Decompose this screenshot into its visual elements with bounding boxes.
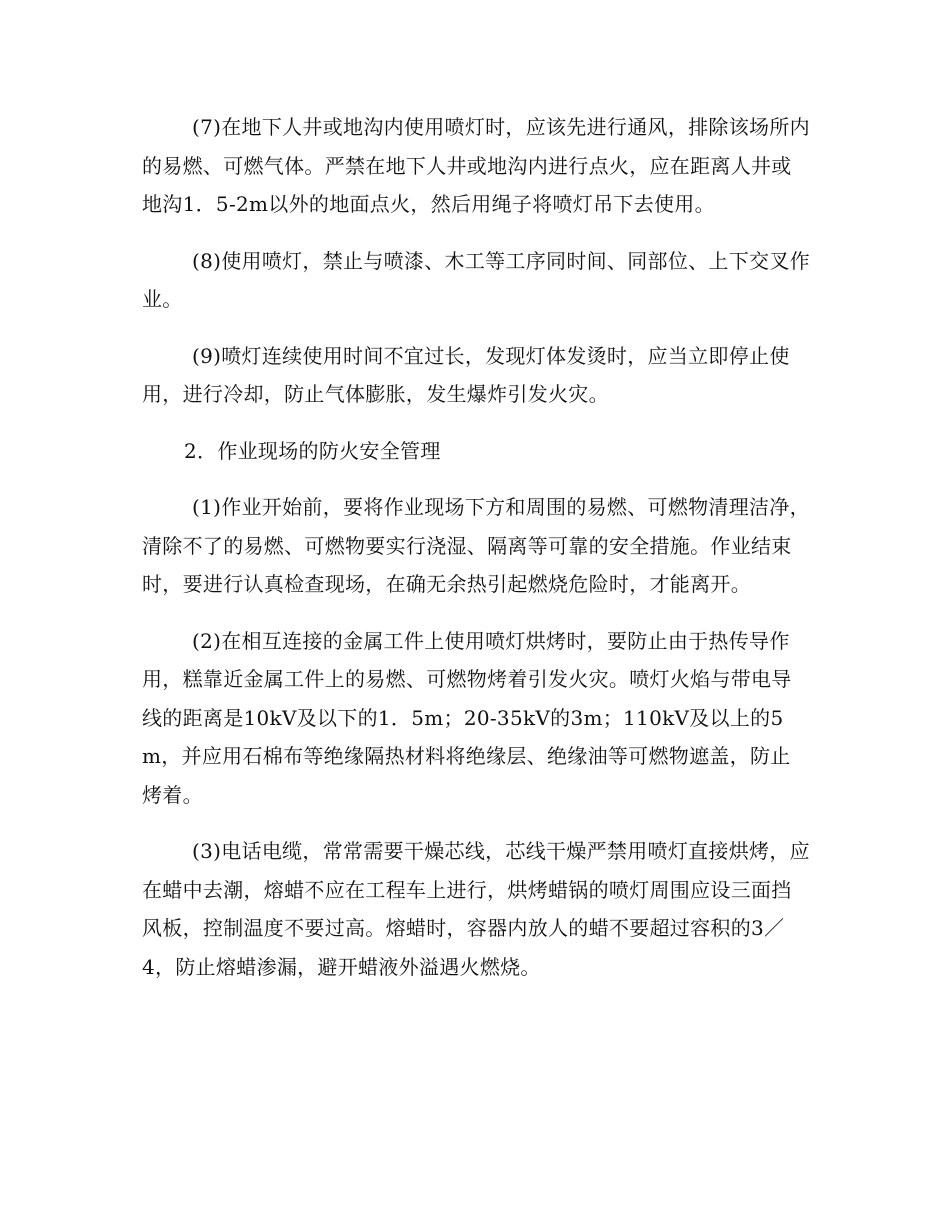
section-paragraph-2: (2)在相互连接的金属工件上使用喷灯烘烤时，要防止由于热传导作用，糕靠近金属工件上的易燃、可燃物烤着引发火灾。喷灯火焰与带电导线的距离是10kV及以下的1．5m；20-35kV的3m；110kV及以上的5m，并应用石棉布等绝缘隔热材料将绝缘层、绝缘油等可燃物遮盖，防止烤着。 — [142, 628, 792, 807]
section-paragraph-3: (3)电话电缆，常常需要干燥芯线，芯线干燥严禁用喷灯直接烘烤，应在蜡中去潮，熔蜡不应在工程车上进行，烘烤蜡锅的喷灯周围应设三面挡风板，控制温度不要过高。熔蜡时，容器内放人的蜡不要超过容积的3／4，防止熔蜡渗漏，避开蜡液外溢遇火燃烧。 — [142, 839, 810, 979]
paragraph-item-7: (7)在地下人井或地沟内使用喷灯时，应该先进行通风，排除该场所内的易燃、可燃气体。严禁在地下人井或地沟内进行点火，应在距离人井或地沟1．5-2m以外的地面点火，然后用绳子将喷灯吊下去使用。 — [142, 115, 810, 216]
section-heading: 2．作业现场的防火安全管理 — [184, 438, 441, 463]
section-paragraph-1: (1)作业开始前，要将作业现场下方和周围的易燃、可燃物清理洁净，清除不了的易燃、可燃物要实行浇湿、隔离等可靠的安全措施。作业结束时，要进行认真检查现场，在确无余热引起燃烧危险时，才能离开。 — [142, 495, 810, 596]
paragraph-item-9: (9)喷灯连续使用时间不宜过长，发现灯体发烫时，应当立即停止使用，进行冷却，防止气体膨胀，发生爆炸引发火灾。 — [142, 343, 790, 406]
paragraph-item-8: (8)使用喷灯，禁止与喷漆、木工等工序同时间、同部位、上下交叉作业。 — [142, 248, 810, 311]
document-body — [142, 108, 810, 1004]
